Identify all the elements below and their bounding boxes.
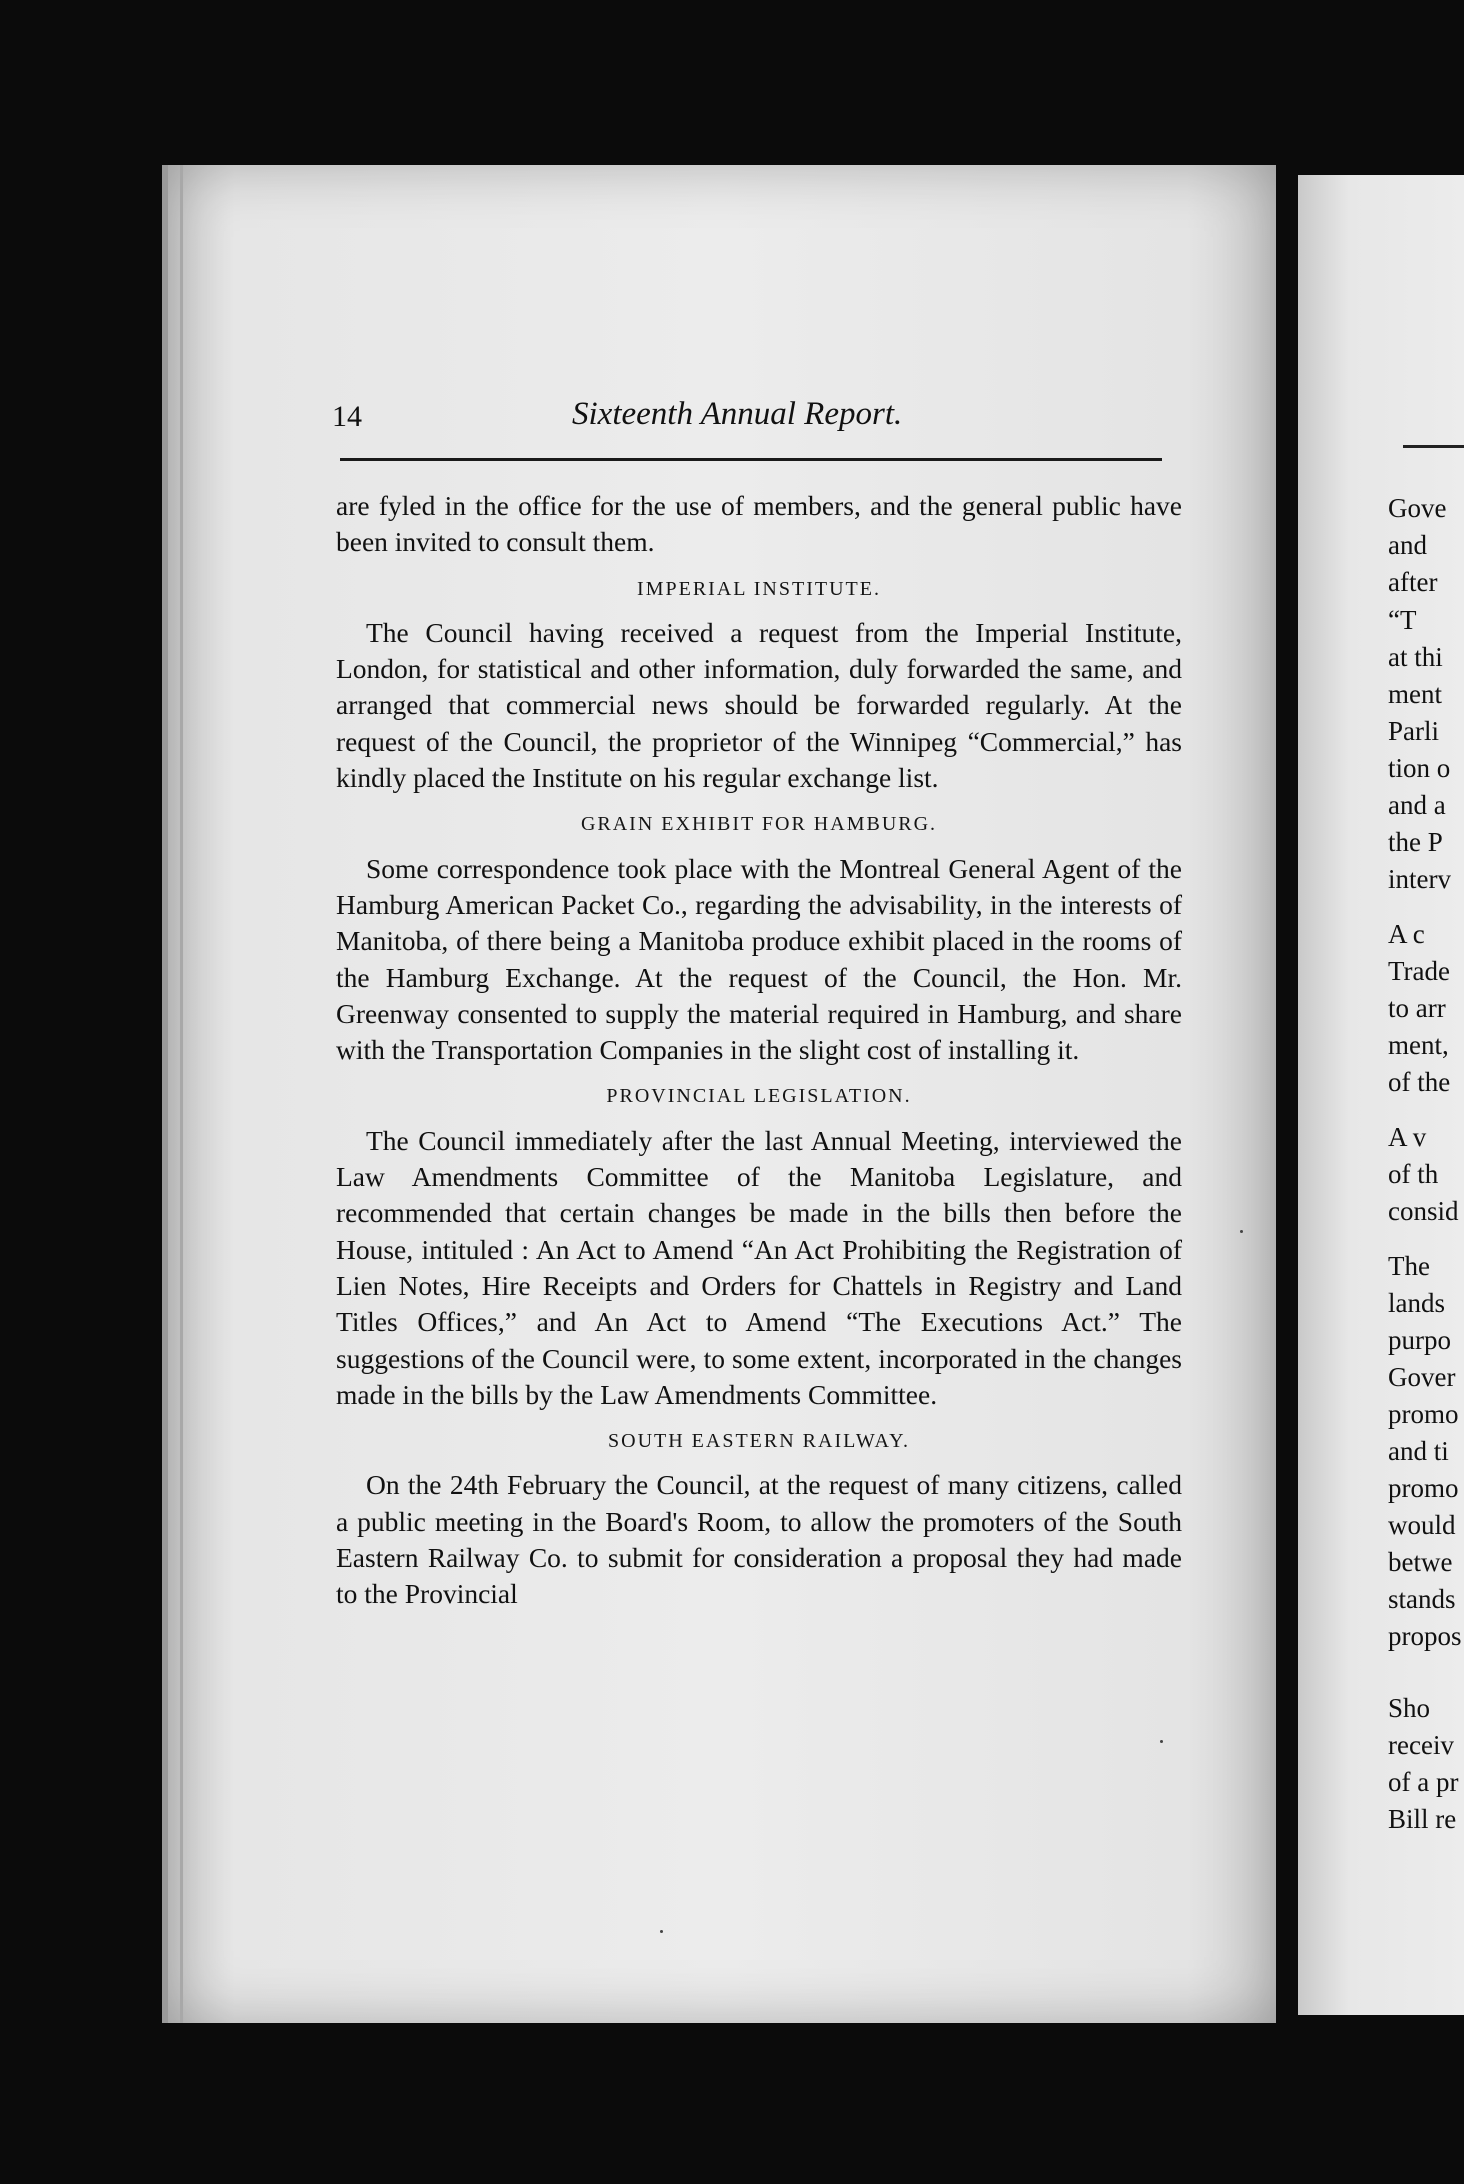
facing-line: A c (1388, 919, 1425, 949)
facing-line: Trade (1388, 956, 1451, 986)
facing-line: ment, (1388, 1030, 1449, 1060)
facing-line: of a pr (1388, 1767, 1459, 1797)
facing-line: stands (1388, 1584, 1456, 1614)
facing-line: betwe (1388, 1547, 1453, 1577)
facing-line: Sho (1388, 1693, 1431, 1723)
facing-line: The (1388, 1251, 1430, 1281)
facing-line: receiv (1388, 1730, 1454, 1760)
running-head (332, 396, 1162, 444)
header-rule (340, 458, 1162, 461)
facing-line: lands (1388, 1288, 1445, 1318)
section-heading-imperial-institute: IMPERIAL INSTITUTE. (637, 577, 881, 600)
facing-line: propos (1388, 1621, 1462, 1651)
facing-line: purpo (1388, 1325, 1451, 1355)
print-speck (1160, 1740, 1163, 1743)
facing-line: tion o (1388, 753, 1451, 783)
facing-line: and a (1388, 790, 1446, 820)
running-title: Sixteenth Annual Report. (572, 396, 903, 432)
print-speck (1240, 1230, 1243, 1233)
section-heading-grain-exhibit: GRAIN EXHIBIT FOR HAMBURG. (580, 813, 938, 836)
facing-page-rule (1403, 445, 1464, 448)
paragraph: are fyled in the office for the use of members, and the general public have been invited to consult them. (336, 490, 1182, 558)
facing-line: and ti (1388, 1436, 1449, 1466)
facing-line: at thi (1388, 642, 1443, 672)
section-heading-provincial-legislation: PROVINCIAL LEGISLATION. (606, 1085, 912, 1108)
facing-line: after (1388, 567, 1438, 597)
section-heading-south-eastern-railway: SOUTH EASTERN RAILWAY. (608, 1430, 910, 1453)
facing-line: would (1388, 1510, 1456, 1540)
print-speck (660, 1930, 663, 1933)
facing-line: Gover (1388, 1362, 1456, 1392)
facing-line: promo (1388, 1399, 1459, 1429)
facing-line: and (1388, 530, 1427, 560)
paragraph: The Council immediately after the last Annual Meeting, interviewed the Law Amendments Committee of the Manitoba Legislature, and recommended that certain changes be made in the bills then before the House, intituled : An Act to Amend “An Act Prohibiting the Registration of Lien Notes, Hire Receipts and Orders for Chattels in Registry and Land Titles Offices,” and An Act to Amend “The Executions Act.” The suggestions of the Council were, to some extent, incorporated in the changes made in the bills by the Law Amendments Committee. (336, 1124, 1182, 1410)
facing-line: Gove (1388, 493, 1447, 523)
facing-line: of th (1388, 1159, 1439, 1189)
facing-line: the P (1388, 827, 1443, 857)
paragraph: The Council having received a request from the Imperial Institute, London, for statistical and other information, duly forwarded the same, and arranged that commercial news should be forwarded regularly. At the request of the Council, the proprietor of the Winnipeg “Commercial,” has kindly placed the Institute on his regular exchange list. (336, 616, 1182, 794)
facing-line: A v (1388, 1122, 1427, 1152)
facing-line: consid (1388, 1196, 1459, 1226)
facing-page (1298, 175, 1464, 2015)
facing-line: interv (1388, 864, 1451, 894)
facing-line: ment (1388, 679, 1442, 709)
facing-line: to arr (1388, 993, 1446, 1023)
body-text (336, 488, 1182, 1613)
facing-line: Bill re (1388, 1804, 1457, 1834)
facing-line: promo (1388, 1473, 1459, 1503)
facing-line: of the (1388, 1067, 1451, 1097)
paragraph: On the 24th February the Council, at the request of many citizens, called a public meeting in the Board's Room, to allow the promoters of the South Eastern Railway Co. to submit for consideration a proposal they had made to the Provincial (336, 1469, 1182, 1610)
paragraph: Some correspondence took place with the Montreal General Agent of the Hamburg American Packet Co., regarding the advisability, in the interests of Manitoba, of there being a Manitoba produce exhibit placed in the rooms of the Hamburg Exchange. At the request of the Council, the Hon. Mr. Greenway consented to supply the material required in Hamburg, and share with the Transportation Companies in the slight cost of installing it. (336, 852, 1182, 1066)
facing-line: “T (1388, 605, 1417, 635)
facing-line: Parli (1388, 716, 1439, 746)
page-number: 14 (332, 400, 362, 433)
